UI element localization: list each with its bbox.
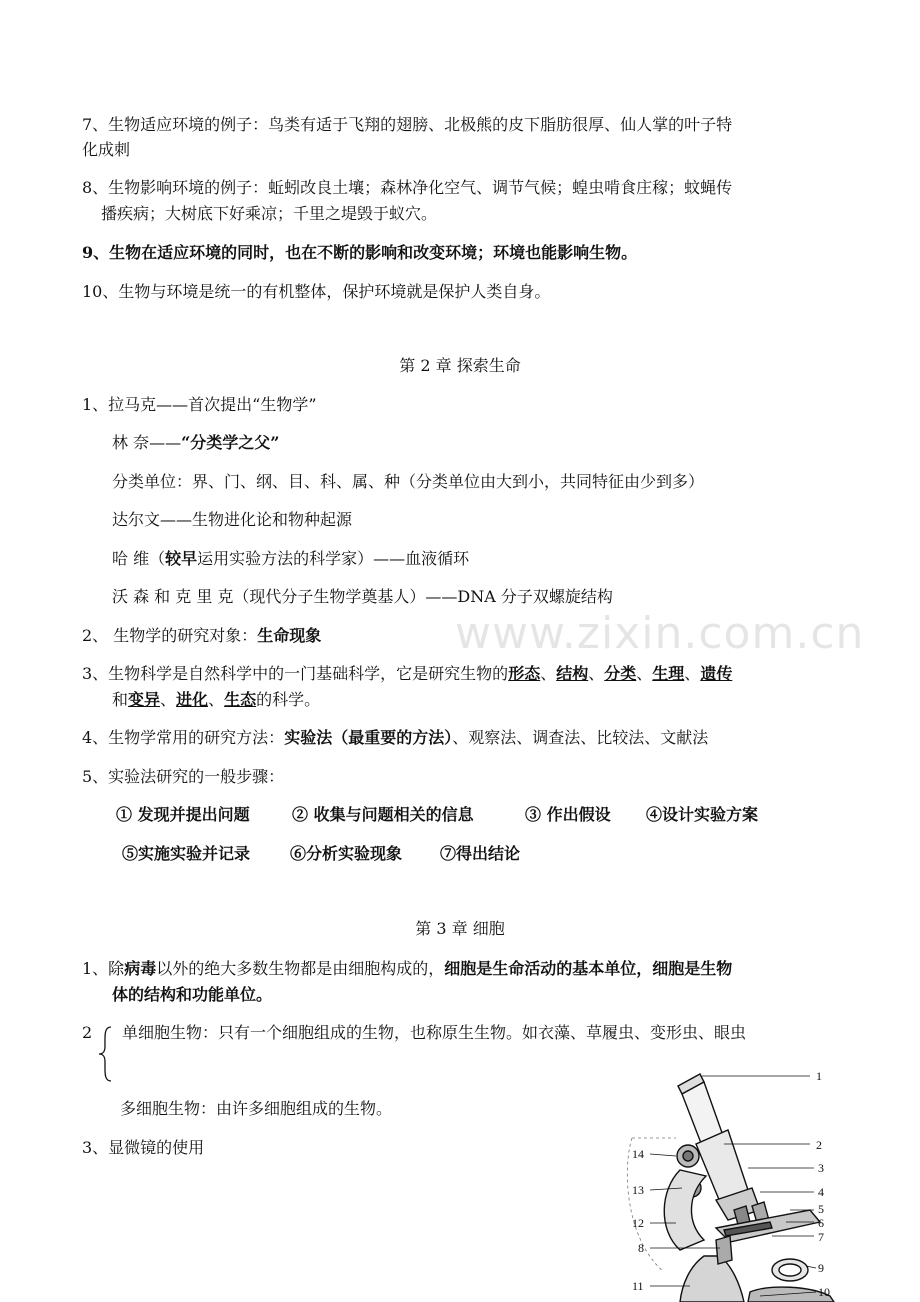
ch3-item-1-line2: 体的结构和功能单位。	[112, 985, 273, 1004]
ch3-item-2-number: 2	[82, 1023, 93, 1042]
step-3: ③ 作出假设	[525, 805, 611, 824]
label-4: 4	[818, 1185, 824, 1199]
item-7-line1: 7、生物适应环境的例子：鸟类有适于飞翔的翅膀、北极熊的皮下脂肪很厚、仙人掌的叶子特	[82, 115, 733, 134]
ch2-item-5: 5、实验法研究的一般步骤：	[82, 767, 285, 786]
label-7: 7	[818, 1230, 824, 1244]
ch2-item-2: 2、 生物学的研究对象：生命现象	[82, 626, 322, 645]
label-12: 12	[632, 1216, 644, 1230]
label-13: 13	[632, 1183, 644, 1197]
item-8-line1: 8、生物影响环境的例子：蚯蚓改良土壤；森林净化空气、调节气候；蝗虫啃食庄稼；蚊蝇传	[82, 178, 733, 197]
step-7: ⑦得出结论	[440, 844, 521, 863]
step-1: ① 发现并提出问题	[116, 805, 250, 824]
label-5: 5	[818, 1202, 824, 1216]
harvey-line: 哈 维（较早运用实验方法的科学家）——血液循环	[112, 549, 470, 568]
step-5: ⑤实施实验并记录	[122, 844, 251, 863]
taxonomy-units: 分类单位：界、门、纲、目、科、属、种（分类单位由大到小，共同特征由少到多）	[112, 472, 705, 491]
label-8: 8	[638, 1241, 644, 1255]
chapter-3-title: 第 3 章 细胞	[415, 919, 505, 938]
linnaeus-line: 林 奈——“分类学之父”	[112, 433, 280, 452]
label-11: 11	[632, 1279, 644, 1293]
watson-crick-line: 沃 森 和 克 里 克（现代分子生物学奠基人）——DNA 分子双螺旋结构	[112, 587, 613, 606]
curly-brace-icon	[98, 1026, 112, 1082]
step-6: ⑥分析实验现象	[290, 844, 403, 863]
label-2: 2	[816, 1138, 822, 1152]
ch2-item-3-line1: 3、生物科学是自然科学中的一门基础科学，它是研究生物的形态、结构、分类、生理、遗传	[82, 664, 733, 683]
step-2: ② 收集与问题相关的信息	[292, 805, 474, 824]
ch2-item-1: 1、拉马克——首次提出“生物学”	[82, 395, 317, 414]
label-1: 1	[816, 1069, 822, 1083]
microscope-diagram	[620, 1060, 916, 1302]
darwin-line: 达尔文——生物进化论和物种起源	[112, 510, 353, 529]
chapter-2-title: 第 2 章 探索生命	[399, 356, 521, 375]
item-9: 9、生物在适应环境的同时，也在不断的影响和改变环境；环境也能影响生物。	[82, 243, 638, 262]
label-3: 3	[818, 1161, 824, 1175]
label-9: 9	[818, 1261, 824, 1275]
ch3-item-3: 3、显微镜的使用	[82, 1138, 205, 1157]
label-14: 14	[632, 1147, 644, 1161]
ch2-item-4: 4、生物学常用的研究方法：实验法（最重要的方法）、观察法、调查法、比较法、文献法	[82, 728, 709, 747]
item-10: 10、生物与环境是统一的有机整体，保护环境就是保护人类自身。	[82, 282, 551, 301]
ch2-item-3-line2: 和变异、进化、生态的科学。	[112, 690, 321, 709]
unicellular-line: 单细胞生物：只有一个细胞组成的生物，也称原生生物。如衣藻、草履虫、变形虫、眼虫	[122, 1023, 747, 1042]
item-8-line2: 播疾病；大树底下好乘凉；千里之堤毁于蚁穴。	[101, 204, 438, 223]
multicellular-line: 多细胞生物：由许多细胞组成的生物。	[120, 1099, 393, 1118]
label-10: 10	[818, 1285, 830, 1299]
watermark: www.zixin.com.cn	[455, 608, 865, 659]
step-4: ④设计实验方案	[646, 805, 759, 824]
ch3-item-1-line1: 1、除病毒以外的绝大多数生物都是由细胞构成的，细胞是生命活动的基本单位，细胞是生物	[82, 959, 733, 978]
item-7-line2: 化成刺	[82, 140, 131, 159]
label-6: 6	[818, 1216, 824, 1230]
